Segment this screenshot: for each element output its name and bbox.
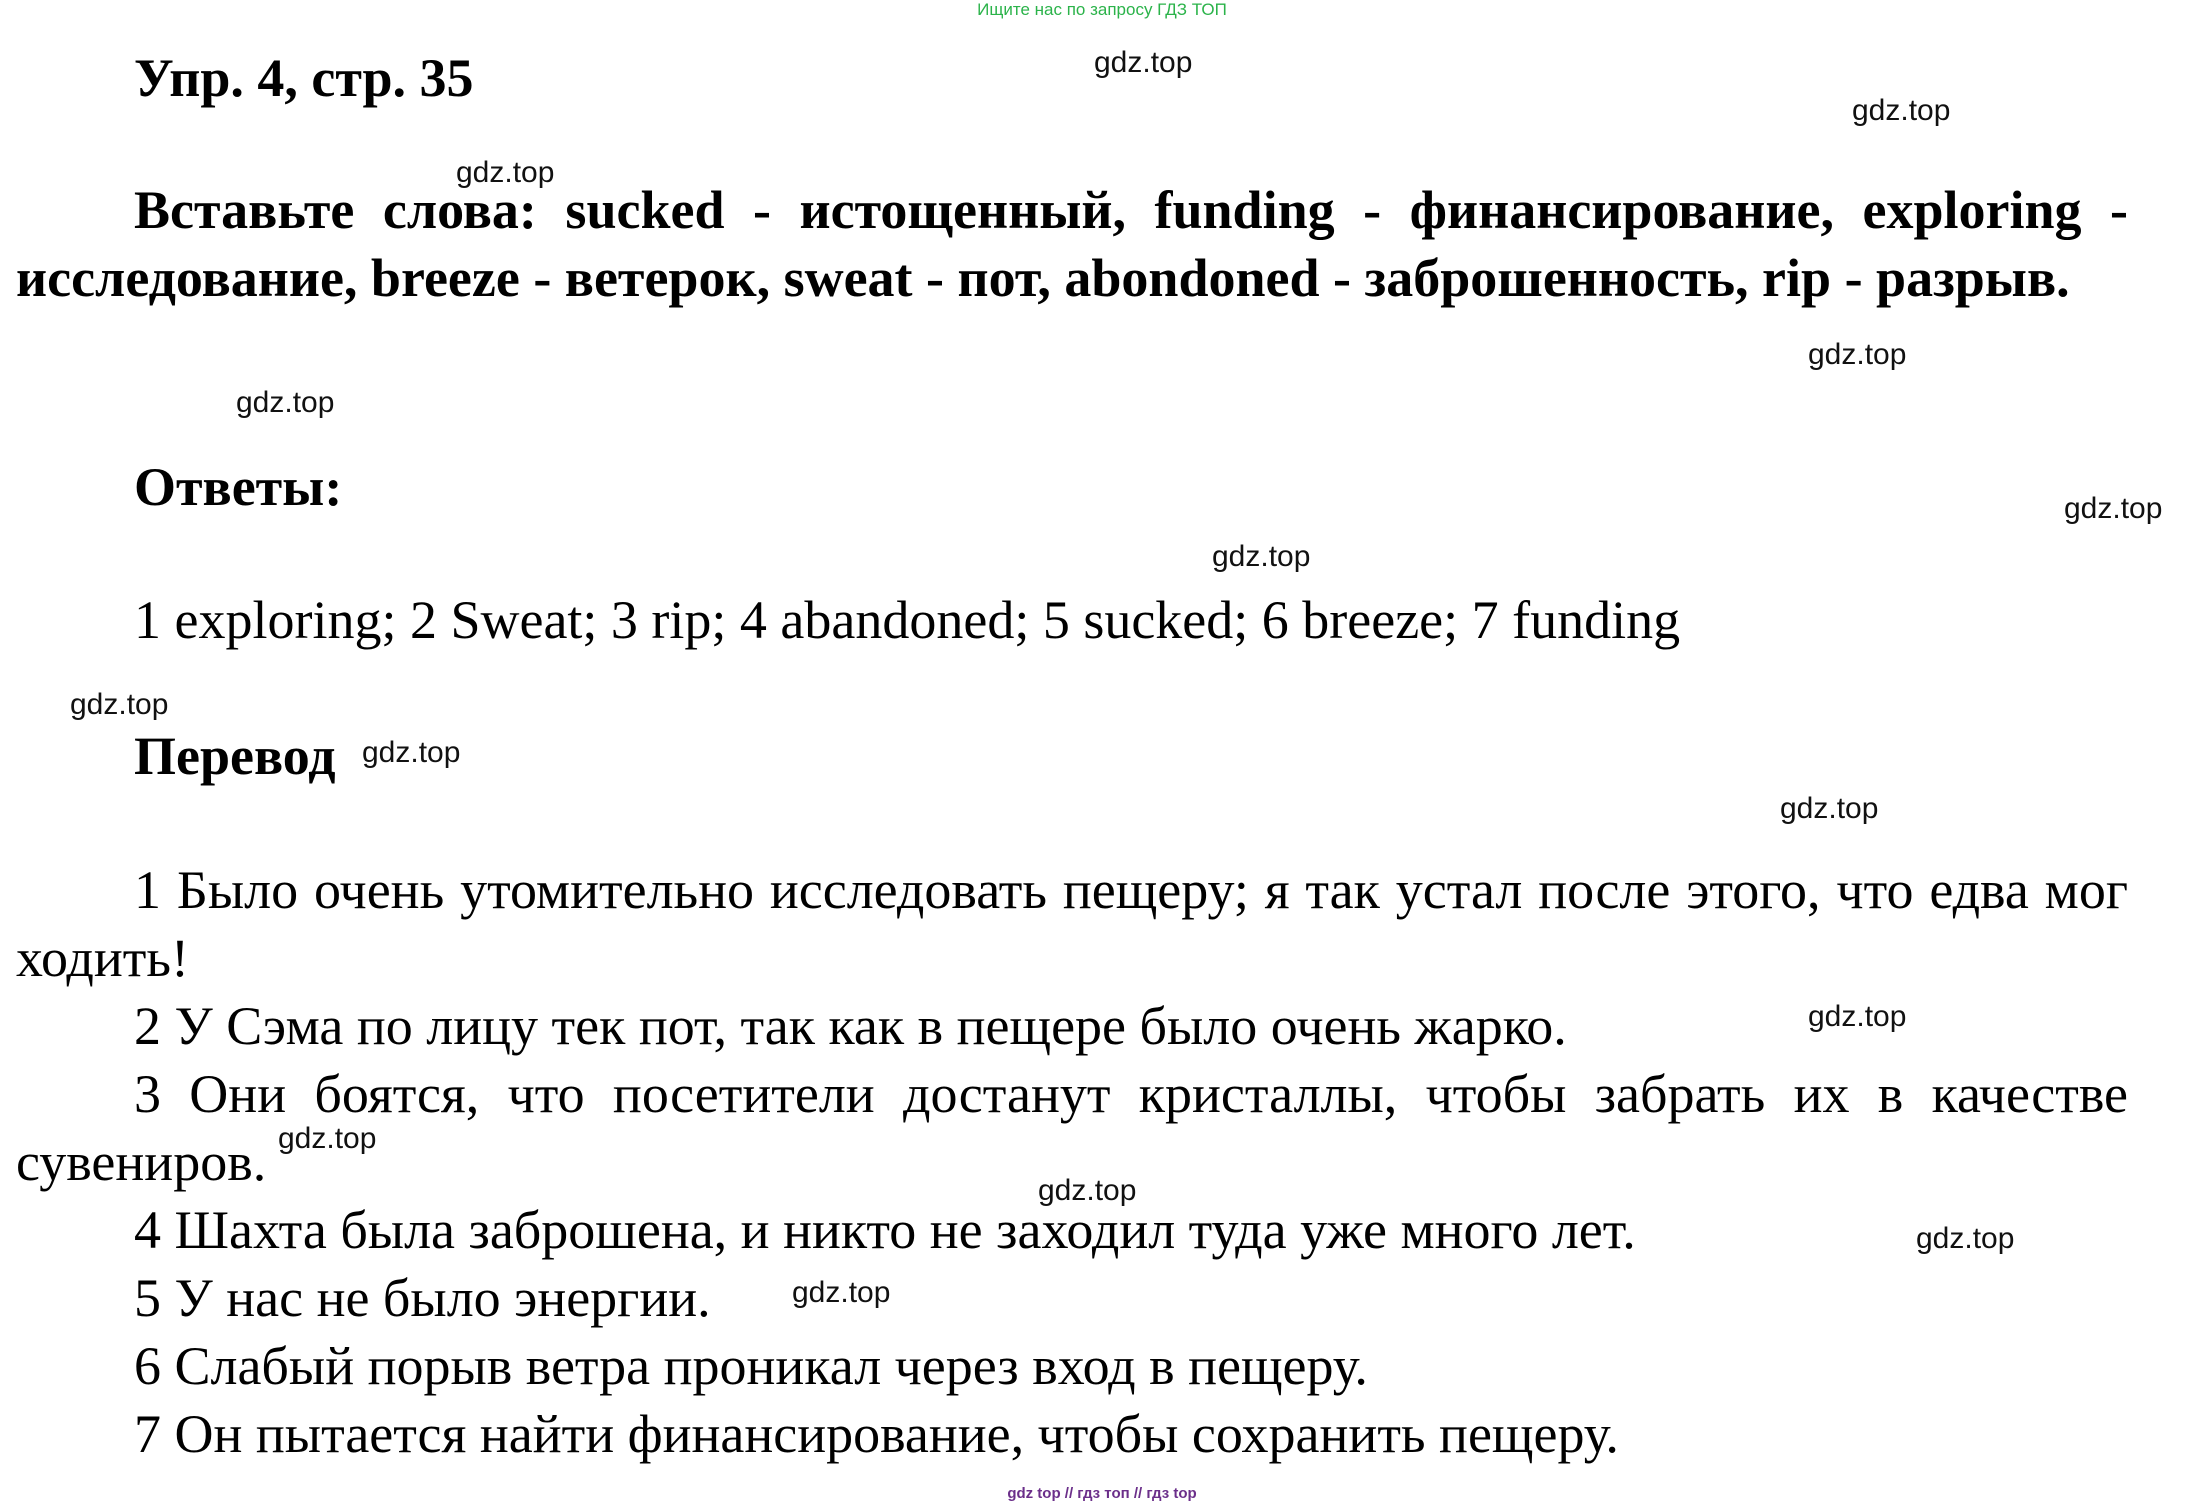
watermark-2: gdz.top <box>1852 94 1951 127</box>
watermark-4: gdz.top <box>1808 338 1907 371</box>
translation-heading: Перевод <box>134 726 336 786</box>
translation-item-5: 5 У нас не было энергии. <box>134 1268 711 1328</box>
translation-item-3: 3 Они боятся, что посетители достанут кристаллы, чтобы забрать их в качестве сувениров. <box>16 1064 2128 1192</box>
watermark-5: gdz.top <box>236 386 335 419</box>
answers-text: 1 exploring; 2 Sweat; 3 rip; 4 abandoned; 5 sucked; 6 breeze; 7 funding <box>134 590 1681 650</box>
watermark-6: gdz.top <box>2064 492 2163 525</box>
translation-item-1: 1 Было очень утомительно исследовать пещеру; я так устал после этого, что едва мог ходить! <box>16 860 2128 988</box>
watermark-14: gdz.top <box>1916 1222 2015 1255</box>
translation-item-6: 6 Слабый порыв ветра проникал через вход в пещеру. <box>134 1336 1368 1396</box>
answers-heading: Ответы: <box>134 457 343 517</box>
watermark-11: gdz.top <box>1808 1000 1907 1033</box>
watermark-15: gdz.top <box>792 1276 891 1309</box>
watermark-10: gdz.top <box>1780 792 1879 825</box>
watermark-13: gdz.top <box>1038 1174 1137 1207</box>
watermark-1: gdz.top <box>1094 46 1193 79</box>
translation-item-4: 4 Шахта была заброшена, и никто не заходил туда уже много лет. <box>134 1200 1636 1260</box>
watermark-3: gdz.top <box>456 156 555 189</box>
search-hint-link[interactable]: Ищите нас по запросу ГДЗ ТОП <box>977 0 1227 19</box>
translation-item-2: 2 У Сэма по лицу тек пот, так как в пещере было очень жарко. <box>134 996 1567 1056</box>
watermark-9: gdz.top <box>362 736 461 769</box>
watermark-8: gdz.top <box>70 688 169 721</box>
watermark-7: gdz.top <box>1212 540 1311 573</box>
translation-item-7: 7 Он пытается найти финансирование, чтобы сохранить пещеру. <box>134 1404 1619 1464</box>
task-text: Вставьте слова: sucked - истощенный, funding - финансирование, exploring - исследование, breeze - ветерок, sweat - пот, abondoned - заброшенность, rip - разрыв. <box>16 180 2128 308</box>
footer-links[interactable]: gdz top // гдз топ // гдз top <box>1007 1485 1197 1502</box>
watermark-12: gdz.top <box>278 1122 377 1155</box>
exercise-title: Упр. 4, стр. 35 <box>134 48 474 108</box>
